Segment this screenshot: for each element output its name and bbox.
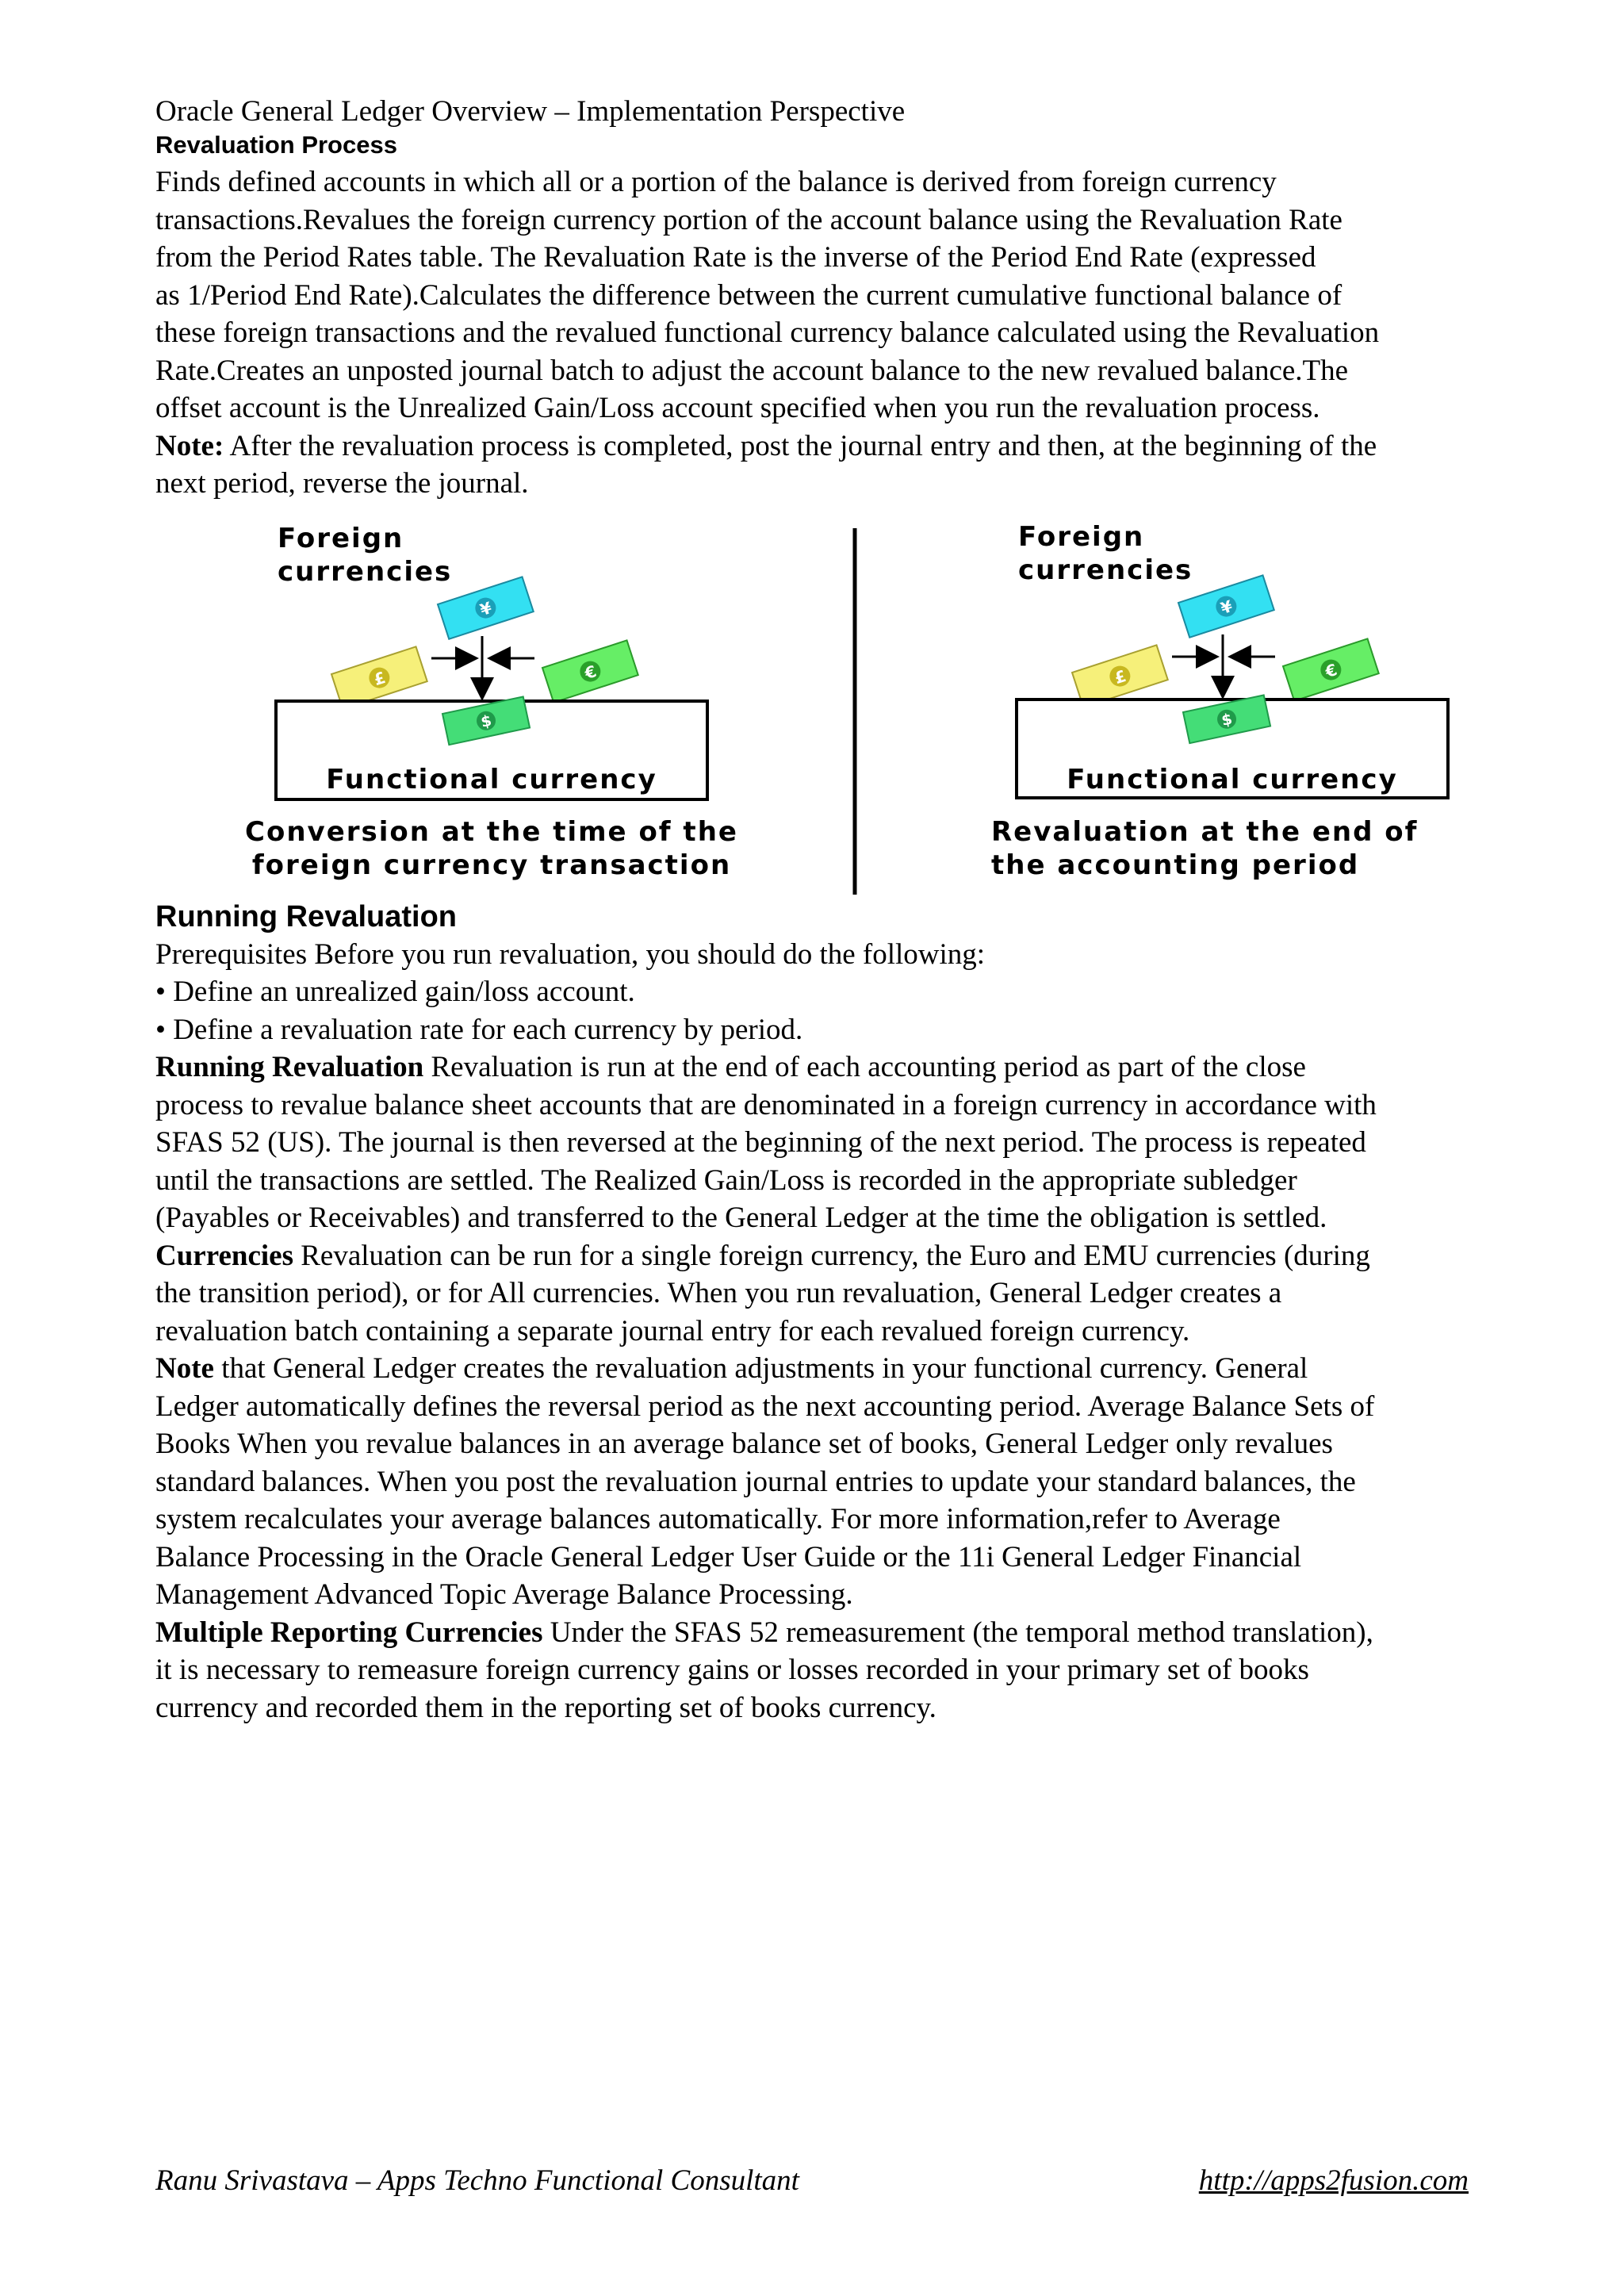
pound-symbol: £ (371, 667, 389, 689)
multiple-reporting-currencies-paragraph (155, 1614, 1535, 1727)
footer-url-link[interactable]: http://apps2fusion.com (1198, 2164, 1469, 2197)
section-heading-revaluation-process: Revaluation Process (155, 131, 397, 159)
note-text: After the revaluation process is completed, post the journal entry and then, at the beginning of the (224, 429, 1377, 462)
right-caption-line2: the accounting period (991, 849, 1360, 881)
paragraph-line: Management Advanced Topic Average Balance Processing. (155, 1578, 853, 1611)
intro-note-line: next period, reverse the journal. (155, 467, 529, 500)
bullet-item: • Define an unrealized gain/loss account. (155, 976, 635, 1008)
paragraph-line (155, 1048, 1535, 1087)
paragraph-line (155, 1237, 1535, 1275)
page-footer (155, 2164, 1469, 2198)
paragraph-line: the transition period), or for All currencies. When you run revaluation, General Ledger creates a (155, 1277, 1282, 1309)
intro-paragraph (155, 163, 1535, 503)
paragraph-label: Note (155, 1352, 214, 1385)
paragraph-line: Books When you revalue balances in an average balance set of books, General Ledger only revalues (155, 1428, 1333, 1460)
note-label: Note: (155, 429, 224, 462)
bullet-item: • Define a revaluation rate for each currency by period. (155, 1013, 803, 1046)
paragraph-line: standard balances. When you post the revaluation journal entries to update your standard balances, the (155, 1465, 1356, 1498)
intro-line: these foreign transactions and the revalued functional currency balance calculated using the Revaluation (155, 316, 1380, 349)
section-heading-running-revaluation: Running Revaluation (155, 899, 457, 933)
intro-line: as 1/Period End Rate).Calculates the difference between the current cumulative functional balance of (155, 278, 1342, 312)
right-title-line1: Foreign (1018, 520, 1145, 553)
paragraph-label: Running Revaluation (155, 1051, 424, 1083)
footer-author: Ranu Srivastava – Apps Techno Functional Consultant (155, 2164, 799, 2197)
left-panel (245, 523, 738, 881)
revaluation-diagram (155, 516, 1535, 898)
euro-note (1283, 638, 1379, 700)
paragraph-line: SFAS 52 (US). The journal is then reversed at the beginning of the next period. The process is repeated (155, 1126, 1366, 1159)
yen-symbol: ¥ (477, 597, 495, 619)
left-title-line1: Foreign (278, 522, 404, 554)
pound-note (1072, 645, 1168, 707)
paragraph-text: Under the SFAS 52 remeasurement (the temporal method translation), (542, 1616, 1373, 1649)
euro-symbol: € (1323, 659, 1340, 681)
dollar-symbol: $ (479, 711, 493, 731)
intro-line: Finds defined accounts in which all or a portion of the balance is derived from foreign currency (155, 166, 1277, 198)
left-caption-line2: foreign currency transaction (251, 849, 732, 881)
paragraph-line: currency and recorded them in the reporting set of books currency. (155, 1691, 936, 1724)
document-title: Oracle General Ledger Overview – Implementation Perspective (155, 95, 906, 128)
paragraph-label: Multiple Reporting Currencies (155, 1616, 543, 1649)
paragraph-line: system recalculates your average balances automatically. For more information,refer to Average (155, 1503, 1281, 1535)
paragraph-line: Ledger automatically defines the reversal period as the next accounting period. Average Balance Sets of (155, 1389, 1375, 1423)
intro-line: transactions.Revalues the foreign currency portion of the account balance using the Revaluation Rate (155, 203, 1342, 236)
paragraph-label: Currencies (155, 1239, 293, 1272)
pound-note (331, 646, 427, 708)
right-box-label: Functional currency (1067, 763, 1398, 795)
paragraph-line: until the transactions are settled. The Realized Gain/Loss is recorded in the appropriate subledger (155, 1163, 1297, 1197)
intro-line: Rate.Creates an unposted journal batch to adjust the account balance to the new revalued balance.The (155, 354, 1349, 387)
diagram-svg (155, 516, 1535, 898)
prerequisites-text: Prerequisites Before you run revaluation, you should do the following: (155, 937, 986, 971)
paragraph-line: it is necessary to remeasure foreign currency gains or losses recorded in your primary set of books (155, 1654, 1309, 1686)
paragraph-line: Balance Processing in the Oracle General Ledger User Guide or the 11i General Ledger Financial (155, 1540, 1302, 1573)
intro-line: from the Period Rates table. The Revaluation Rate is the inverse of the Period End Rate (expressed (155, 241, 1316, 274)
euro-note (542, 640, 638, 702)
yen-symbol: ¥ (1218, 596, 1235, 618)
currencies-paragraph (155, 1237, 1535, 1351)
left-box-label: Functional currency (326, 763, 657, 795)
dollar-symbol: $ (1220, 710, 1234, 730)
paragraph-line: (Payables or Receivables) and transferred to the General Ledger at the time the obligation is settled. (155, 1202, 1327, 1234)
right-panel (991, 521, 1448, 881)
paragraph-line: process to revalue balance sheet accounts that are denominated in a foreign currency in accordance with (155, 1088, 1377, 1121)
paragraph-line: revaluation batch containing a separate journal entry for each revalued foreign currency. (155, 1314, 1190, 1347)
paragraph-line (155, 1614, 1535, 1652)
pound-symbol: £ (1112, 665, 1129, 688)
running-revaluation-paragraph (155, 1048, 1535, 1237)
page-content (155, 94, 1535, 1727)
right-caption-line1: Revaluation at the end of (991, 815, 1419, 848)
intro-note-line (155, 427, 1535, 466)
right-title-line2: currencies (1018, 554, 1193, 586)
note-paragraph (155, 1350, 1535, 1614)
left-title-line2: currencies (278, 555, 453, 588)
paragraph-text: that General Ledger creates the revaluation adjustments in your functional currency. General (213, 1352, 1308, 1385)
euro-symbol: € (582, 661, 599, 683)
paragraph-line (155, 1350, 1535, 1388)
left-caption-line1: Conversion at the time of the (245, 815, 738, 848)
intro-line: offset account is the Unrealized Gain/Loss account specified when you run the revaluation process. (155, 392, 1320, 424)
paragraph-text: Revaluation is run at the end of each accounting period as part of the close (423, 1051, 1306, 1083)
paragraph-text: Revaluation can be run for a single foreign currency, the Euro and EMU currencies (during (293, 1239, 1370, 1272)
